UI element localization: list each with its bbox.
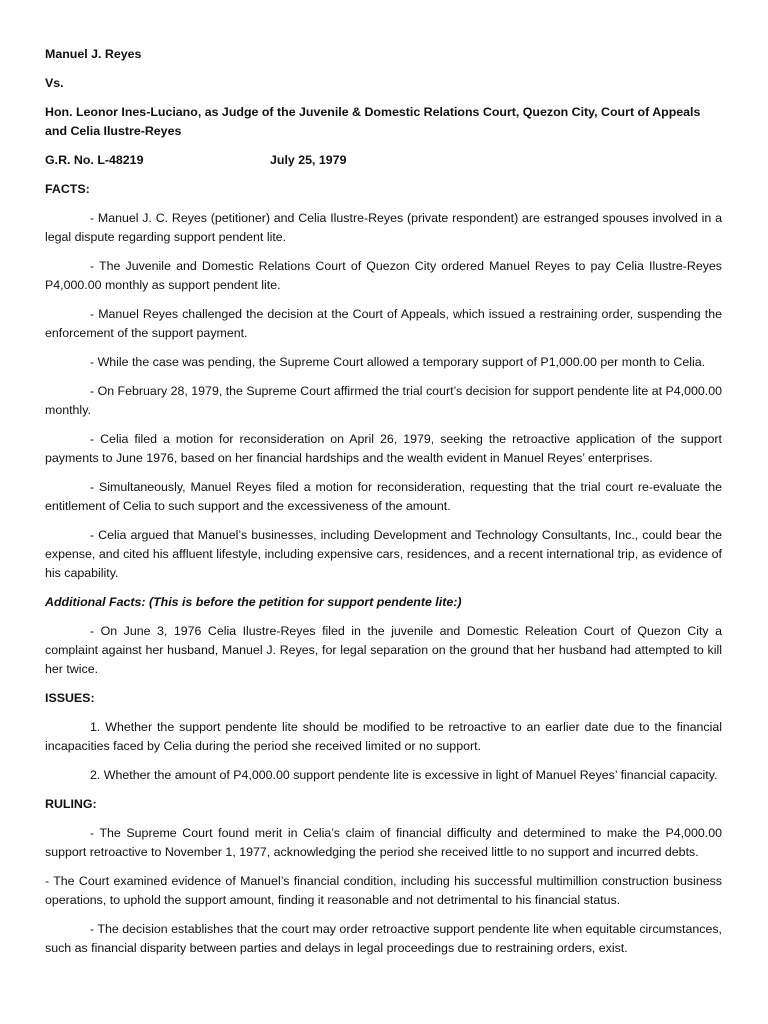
facts-paragraph: - Simultaneously, Manuel Reyes filed a motion for reconsideration, requesting that the trial court re-evaluate the entitlement of Celia to such support and the excessiveness of the amount.: [45, 480, 722, 513]
facts-paragraph: - Manuel Reyes challenged the decision at the Court of Appeals, which issued a restraining order, suspending the enforcement of the support payment.: [45, 307, 722, 340]
facts-paragraph: - Celia filed a motion for reconsideration on April 26, 1979, seeking the retroactive application of the support payments to June 1976, based on her financial hardships and the wealth evident in Manuel Reyes’ enterprises.: [45, 432, 722, 465]
ruling-paragraph: - The decision establishes that the court may order retroactive support pendente lite when equitable circumstances, such as financial disparity between parties and delays in legal proceedings due to restraining orders, exist.: [45, 922, 722, 955]
gr-number: G.R. No. L-48219: [45, 153, 144, 167]
issue-paragraph: 2. Whether the amount of P4,000.00 support pendente lite is excessive in light of Manuel Reyes’ financial capacity.: [90, 768, 718, 782]
ruling-heading: RULING:: [45, 797, 97, 811]
facts-paragraph: - Celia argued that Manuel’s businesses, including Development and Technology Consultants, Inc., could bear the expense, and cited his affluent lifestyle, including expensive cars, residences, and a recent international trip, as evidence of his capability.: [45, 528, 722, 580]
facts-paragraph: - On February 28, 1979, the Supreme Court affirmed the trial court’s decision for support pendente lite at P4,000.00 monthly.: [45, 384, 722, 417]
issue-paragraph: 1. Whether the support pendente lite should be modified to be retroactive to an earlier date due to the financial incapacities faced by Celia during the period she received limited or no support.: [45, 720, 722, 753]
ruling-paragraph: - The Court examined evidence of Manuel’s financial condition, including his successful multimillion construction business operations, to uphold the support amount, finding it reasonable and not detrimental to his financial status.: [45, 874, 722, 907]
issues-heading: ISSUES:: [45, 691, 95, 705]
case-reference: [45, 151, 722, 170]
petitioner-name: Manuel J. Reyes: [45, 47, 142, 61]
decision-date: July 25, 1979: [270, 153, 347, 167]
ruling-paragraph: - The Supreme Court found merit in Celia’s claim of financial difficulty and determined to make the P4,000.00 support retroactive to November 1, 1977, acknowledging the period she received little to no support and incurred debts.: [45, 826, 722, 859]
facts-paragraph: - Manuel J. C. Reyes (petitioner) and Celia Ilustre-Reyes (private respondent) are estranged spouses involved in a legal dispute regarding support pendent lite.: [45, 211, 722, 244]
case-digest: [45, 45, 722, 968]
additional-facts-heading: Additional Facts: (This is before the petition for support pendente lite:): [45, 595, 462, 609]
facts-paragraph: - While the case was pending, the Supreme Court allowed a temporary support of P1,000.00 per month to Celia.: [90, 355, 706, 369]
facts-paragraph: - The Juvenile and Domestic Relations Court of Quezon City ordered Manuel Reyes to pay Celia Ilustre-Reyes P4,000.00 monthly as support pendent lite.: [45, 259, 722, 292]
respondents: Hon. Leonor Ines-Luciano, as Judge of the Juvenile & Domestic Relations Court, Quezon City, Court of Appeals and Celia Ilustre-Reyes: [45, 105, 701, 138]
versus-label: Vs.: [45, 76, 64, 90]
facts-heading: FACTS:: [45, 182, 90, 196]
additional-facts-paragraph: - On June 3, 1976 Celia Ilustre-Reyes filed in the juvenile and Domestic Releation Court of Quezon City a complaint against her husband, Manuel J. Reyes, for legal separation on the ground that her husband had attempted to kill her twice.: [45, 624, 722, 676]
